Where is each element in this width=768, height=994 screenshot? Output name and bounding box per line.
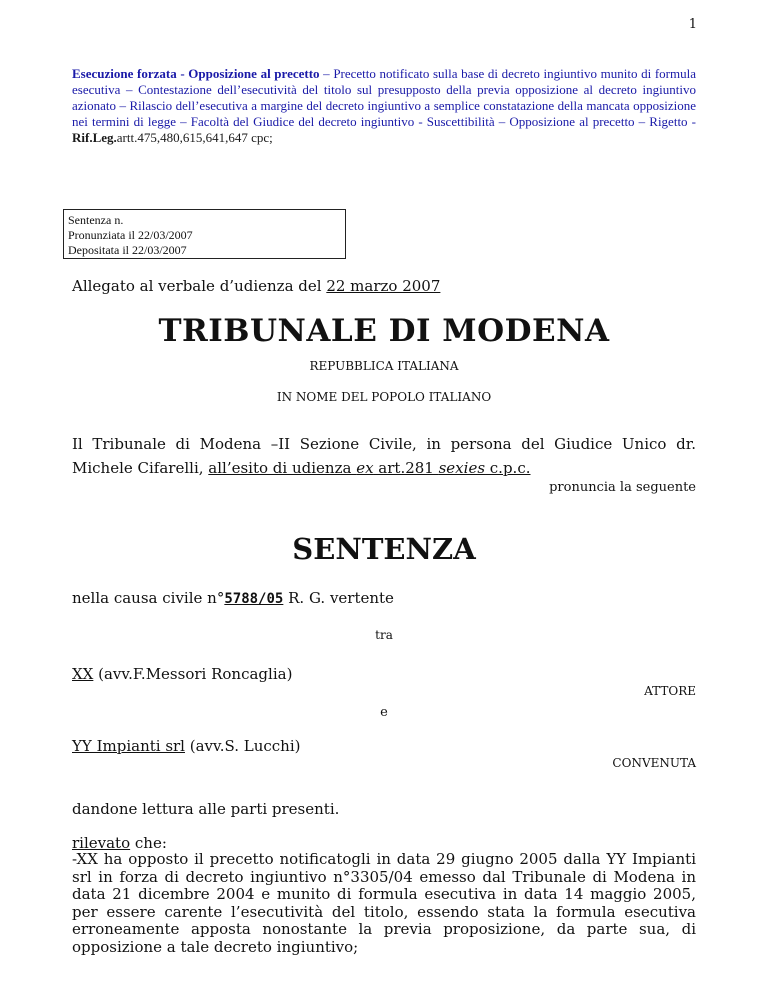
allegato-line [72, 277, 440, 295]
causa-number: 5788/05 [224, 591, 284, 607]
massima-head: Esecuzione forzata - Opposizione al precetto [72, 66, 320, 81]
depositata-line: Depositata il 22/03/2007 [68, 243, 187, 257]
party1-lawyer: (avv.F.Messori Roncaglia) [93, 665, 293, 683]
allegato-prefix: Allegato al verbale d’udienza del [72, 277, 327, 295]
massima-paragraph [72, 66, 696, 146]
rilevato-rest: che: [130, 834, 167, 852]
e-word: e [380, 705, 388, 720]
body-paragraph: -XX ha opposto il precetto notificatogli in data 29 giugno 2005 dalla YY Impianti srl in forza di decreto ingiuntivo n°3305/04 emesso dal Tribunale di Modena in data 21 dicembre 2004 e munito di formula esecutiva in data 14 maggio 2005, per essere carente l’esecutività del titolo, essendo stata la formula esecutiva erroneamente apposta nonostante la previa proposizione, da parte sua, di opposizione a tale decreto ingiuntivo; [72, 850, 696, 956]
page-number: 1 [688, 17, 697, 32]
intro-paragraph [72, 432, 696, 480]
intro-u2: art.281 [373, 459, 439, 477]
sentenza-title: SENTENZA [292, 532, 476, 566]
pronunziata-line: Pronunziata il 22/03/2007 [68, 228, 193, 242]
lettura-line: dandone lettura alle parti presenti. [72, 800, 340, 818]
intro-ex: ex [356, 459, 374, 477]
intro-udienza [208, 459, 530, 477]
intro-sexies: sexies [438, 459, 486, 477]
causa-line [72, 589, 394, 607]
party1-role: ATTORE [644, 684, 696, 698]
tra-word: tra [375, 628, 393, 642]
repubblica-heading: REPUBBLICA ITALIANA [309, 359, 459, 373]
intro-u3: c.p.c. [485, 459, 531, 477]
rif-leg-text: artt.475,480,615,641,647 cpc; [116, 130, 273, 145]
rilevato-word: rilevato [72, 834, 131, 852]
intro-u1: all’esito di udienza [208, 459, 357, 477]
allegato-date: 22 marzo 2007 [326, 277, 441, 295]
court-title: TRIBUNALE DI MODENA [158, 313, 610, 349]
party2-name: YY Impianti srl [72, 737, 185, 755]
sentenza-number-line: Sentenza n. [68, 213, 124, 227]
intro-text: Il Tribunale di Modena –II Sezione Civile, in persona del Giudice Unico dr. Michele Cifarelli, [72, 435, 696, 477]
causa-suffix: R. G. vertente [283, 589, 394, 607]
causa-prefix: nella causa civile n° [72, 589, 225, 607]
pronuncia-line: pronuncia la seguente [549, 480, 696, 495]
rif-leg-label: Rif.Leg. [72, 130, 117, 145]
in-nome-heading: IN NOME DEL POPOLO ITALIANO [276, 390, 492, 404]
party2-lawyer: (avv.S. Lucchi) [184, 737, 301, 755]
party2-line [72, 737, 301, 755]
party1-name: XX [72, 665, 94, 683]
party2-role: CONVENUTA [612, 756, 696, 770]
party1-line [72, 665, 292, 683]
sentenza-info-box [63, 209, 346, 259]
massima-text: – Precetto notificato sulla base di decreto ingiuntivo munito di formula esecutiva – Contestazione dell’esecutività del titolo sul presupposto della previa opposizione al decreto ingiuntivo azionato – Rilascio dell’esecutiva a margine del decreto ingiuntivo a semplice constatazione della mancata opposizione nei termini di legge – Facoltà del Giudice del decreto ingiuntivo - Suscettibilità – Opposizione al precetto – Rigetto - [72, 66, 696, 129]
